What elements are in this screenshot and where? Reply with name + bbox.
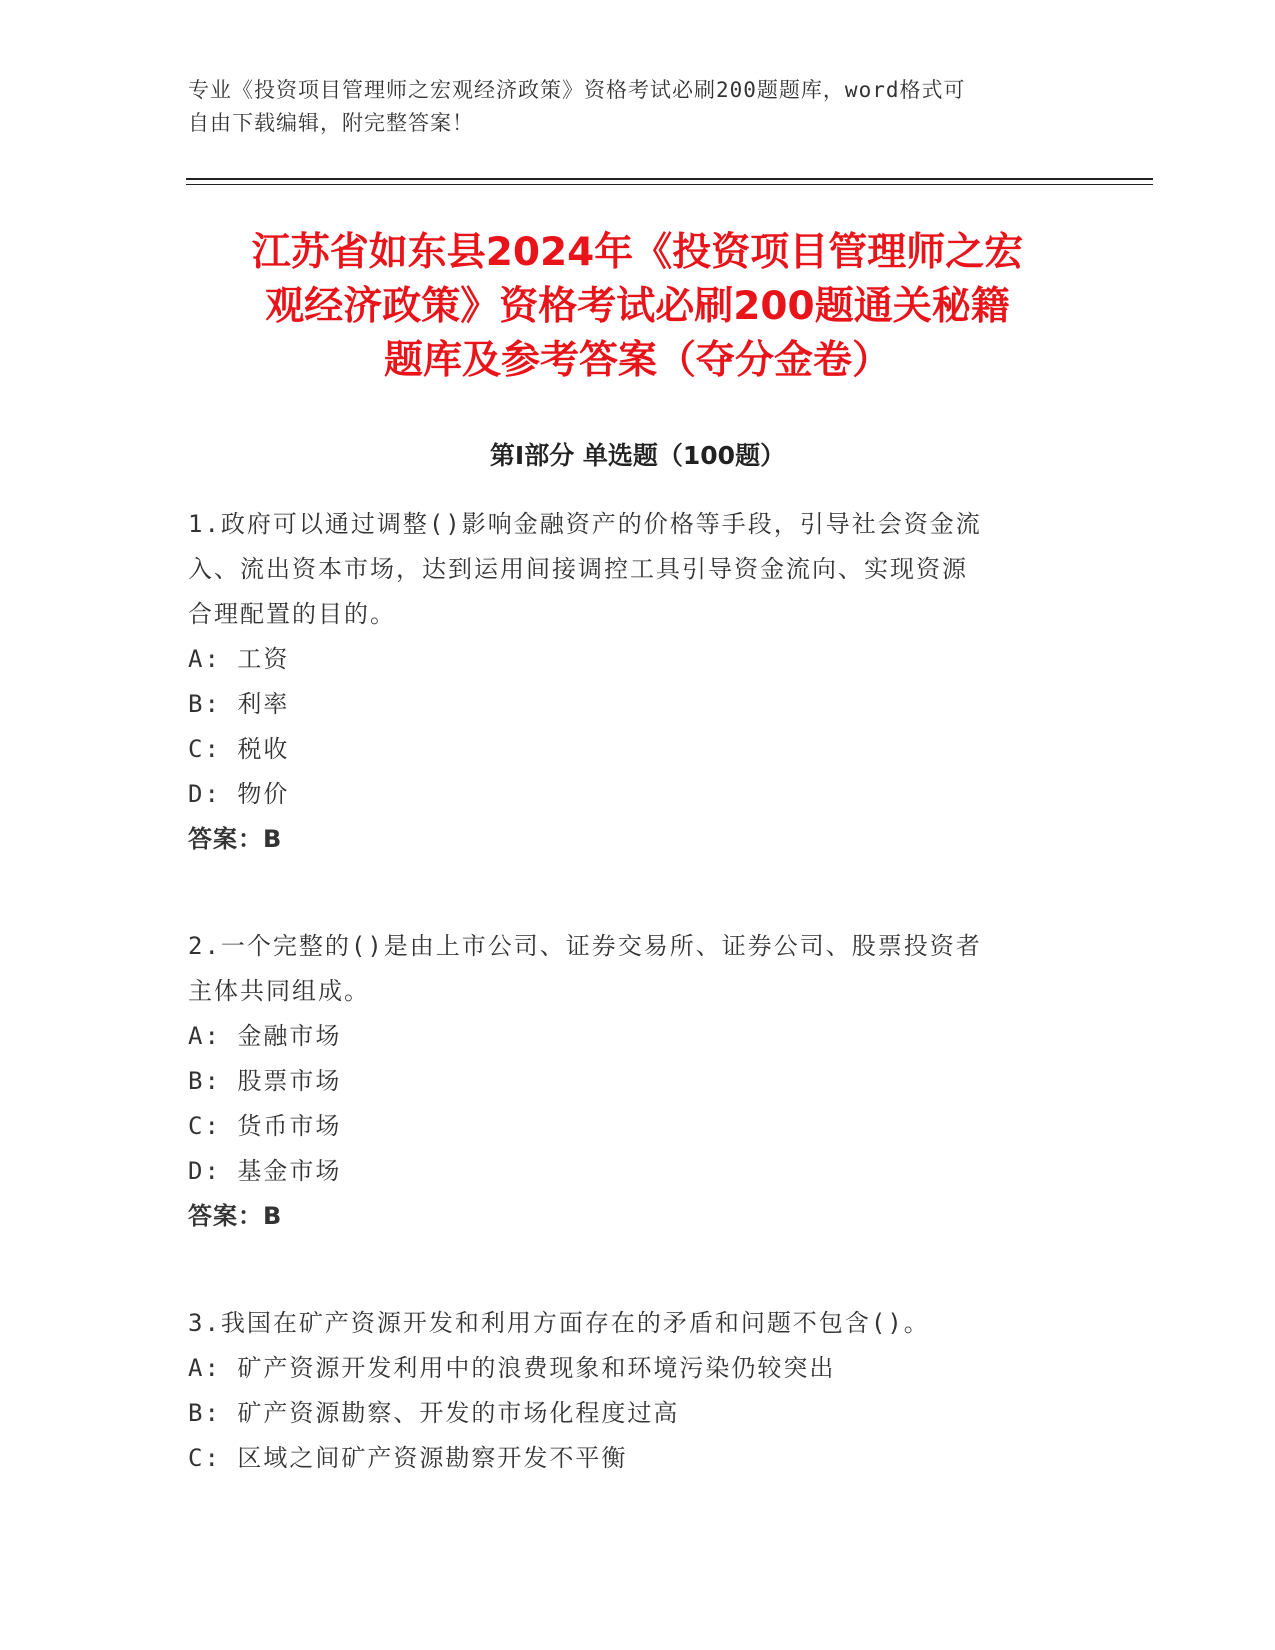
header-divider bbox=[186, 184, 1153, 185]
answer: 答案：B bbox=[188, 825, 283, 853]
option-a: A: 工资 bbox=[188, 645, 290, 673]
answer: 答案：B bbox=[188, 1202, 283, 1230]
question-text: 合理配置的目的。 bbox=[188, 600, 396, 628]
option-d: D: 基金市场 bbox=[188, 1157, 342, 1185]
question-block bbox=[188, 924, 1068, 1239]
title-line: 题库及参考答案（夺分金卷） bbox=[383, 338, 891, 383]
option-c: C: 货币市场 bbox=[188, 1112, 342, 1140]
header-line: 专业《投资项目管理师之宏观经济政策》资格考试必刷200题题库，word格式可 bbox=[188, 78, 966, 102]
question-block bbox=[188, 502, 1068, 862]
title-line: 江苏省如东县2024年《投资项目管理师之宏 bbox=[251, 230, 1024, 275]
option-a: A: 矿产资源开发利用中的浪费现象和环境污染仍较突出 bbox=[188, 1354, 836, 1382]
question-block bbox=[188, 1301, 1068, 1481]
option-b: B: 矿产资源勘察、开发的市场化程度过高 bbox=[188, 1399, 680, 1427]
section-title: 第Ⅰ部分 单选题（100题） bbox=[489, 441, 786, 470]
document-header bbox=[188, 74, 1068, 140]
question-text: 主体共同组成。 bbox=[188, 977, 370, 1005]
option-a: A: 金融市场 bbox=[188, 1022, 342, 1050]
question-text: 3.我国在矿产资源开发和利用方面存在的矛盾和问题不包含()。 bbox=[188, 1309, 930, 1337]
header-line: 自由下载编辑，附完整答案！ bbox=[188, 111, 474, 135]
header-divider bbox=[186, 178, 1153, 180]
question-text: 1.政府可以通过调整()影响金融资产的价格等手段，引导社会资金流 bbox=[188, 510, 982, 538]
question-text: 入、流出资本市场，达到运用间接调控工具引导资金流向、实现资源 bbox=[188, 555, 968, 583]
option-d: D: 物价 bbox=[188, 780, 290, 808]
question-text: 2.一个完整的()是由上市公司、证券交易所、证券公司、股票投资者 bbox=[188, 932, 982, 960]
title-line: 观经济政策》资格考试必刷200题通关秘籍 bbox=[265, 284, 1010, 329]
option-b: B: 股票市场 bbox=[188, 1067, 342, 1095]
document-title bbox=[150, 226, 1125, 388]
option-c: C: 税收 bbox=[188, 735, 290, 763]
option-c: C: 区域之间矿产资源勘察开发不平衡 bbox=[188, 1444, 628, 1472]
option-b: B: 利率 bbox=[188, 690, 290, 718]
